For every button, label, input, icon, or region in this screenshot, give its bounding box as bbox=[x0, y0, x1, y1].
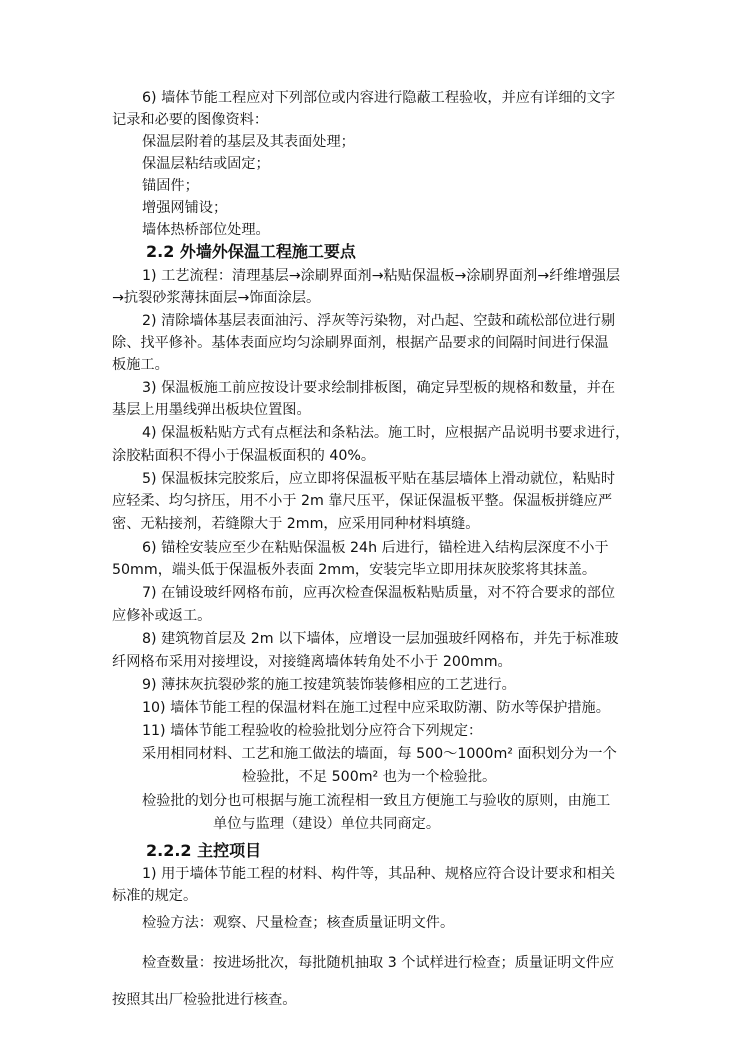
paragraph-line: 基层上用墨线弹出板块位置图。 bbox=[112, 402, 311, 418]
paragraph-line: 单位与监理（建设）单位共同商定。 bbox=[213, 816, 441, 832]
paragraph-line: 检查数量：按进场批次，每批随机抽取 3 个试样进行检查；质量证明文件应 bbox=[142, 955, 615, 971]
paragraph-line: 10) 墙体节能工程的保温材料在施工过程中应采取防潮、防水等保护措施。 bbox=[142, 700, 610, 716]
paragraph-line: 11) 墙体节能工程验收的检验批划分应符合下列规定： bbox=[142, 723, 483, 739]
paragraph-line: 6) 锚栓安装应至少在粘贴保温板 24h 后进行，锚栓进入结构层深度不小于 bbox=[142, 540, 609, 556]
list-item: 保温层粘结或固定； bbox=[142, 156, 270, 172]
list-item: 保温层附着的基层及其表面处理； bbox=[142, 134, 355, 150]
list-item: 增强网铺设； bbox=[142, 200, 228, 216]
paragraph-line: 板施工。 bbox=[112, 357, 169, 373]
paragraph-line: 检验方法：观察、尺量检查；核查质量证明文件。 bbox=[142, 915, 455, 931]
subsection-heading: 2.2.2 主控项目 bbox=[146, 841, 262, 860]
paragraph-line: 检验批，不足 500m² 也为一个检验批。 bbox=[242, 769, 497, 785]
paragraph-line: 应轻柔、均匀挤压，用不小于 2m 靠尺压平，保证保温板平整。保温板拼缝应严 bbox=[112, 493, 613, 509]
paragraph-line: 1) 工艺流程：清理基层→涂刷界面剂→粘贴保温板→涂刷界面剂→纤维增强层 bbox=[142, 268, 621, 284]
paragraph-line: 纤网格布采用对接埋设，对接缝离墙体转角处不小于 200mm。 bbox=[112, 654, 512, 670]
list-item: 墙体热桥部位处理。 bbox=[142, 222, 270, 238]
paragraph-line: →抗裂砂浆薄抹面层→饰面涂层。 bbox=[112, 290, 321, 306]
paragraph-line: 密、无粘接剂，若缝隙大于 2mm，应采用同种材料填缝。 bbox=[112, 516, 480, 532]
paragraph-line: 9) 薄抹灰抗裂砂浆的施工按建筑装饰装修相应的工艺进行。 bbox=[142, 677, 516, 693]
list-item: 锚固件； bbox=[142, 178, 199, 194]
paragraph-line: 除、找平修补。基体表面应均匀涂刷界面剂，根据产品要求的间隔时间进行保温 bbox=[112, 335, 609, 351]
paragraph-line: 按照其出厂检验批进行核查。 bbox=[112, 992, 297, 1008]
paragraph-line: 4) 保温板粘贴方式有点框法和条粘法。施工时，应根据产品说明书要求进行， bbox=[142, 425, 630, 441]
paragraph-line: 记录和必要的图像资料： bbox=[112, 112, 269, 128]
section-heading: 2.2 外墙外保温工程施工要点 bbox=[146, 242, 356, 261]
paragraph-line: 应修补或返工。 bbox=[112, 608, 212, 624]
paragraph-line: 3) 保温板施工前应按设计要求绘制排板图，确定异型板的规格和数量，并在 bbox=[142, 380, 616, 396]
paragraph-line: 标准的规定。 bbox=[112, 888, 198, 904]
paragraph-line: 采用相同材料、工艺和施工做法的墙面，每 500～1000m² 面积划分为一个 bbox=[142, 746, 617, 762]
paragraph-line: 5) 保温板抹完胶浆后，应立即将保温板平贴在基层墙体上滑动就位，粘贴时 bbox=[142, 471, 616, 487]
paragraph-line: 1) 用于墙体节能工程的材料、构件等，其品种、规格应符合设计要求和相关 bbox=[142, 866, 616, 882]
paragraph-line: 7) 在铺设玻纤网格布前，应再次检查保温板粘贴质量，对不符合要求的部位 bbox=[142, 585, 616, 601]
paragraph-line: 6) 墙体节能工程应对下列部位或内容进行隐蔽工程验收，并应有详细的文字 bbox=[142, 90, 616, 106]
paragraph-line: 涂胶粘面积不得小于保温板面积的 40%。 bbox=[112, 448, 376, 464]
paragraph-line: 检验批的划分也可根据与施工流程相一致且方便施工与验收的原则，由施工 bbox=[142, 793, 611, 809]
paragraph-line: 50mm，端头低于保温板外表面 2mm，安装完毕立即用抹灰胶浆将其抹盖。 bbox=[112, 562, 597, 578]
paragraph-line: 2) 清除墙体基层表面油污、浮灰等污染物，对凸起、空鼓和疏松部位进行剔 bbox=[142, 313, 616, 329]
paragraph-line: 8) 建筑物首层及 2m 以下墙体，应增设一层加强玻纤网格布，并先于标准玻 bbox=[142, 631, 619, 647]
